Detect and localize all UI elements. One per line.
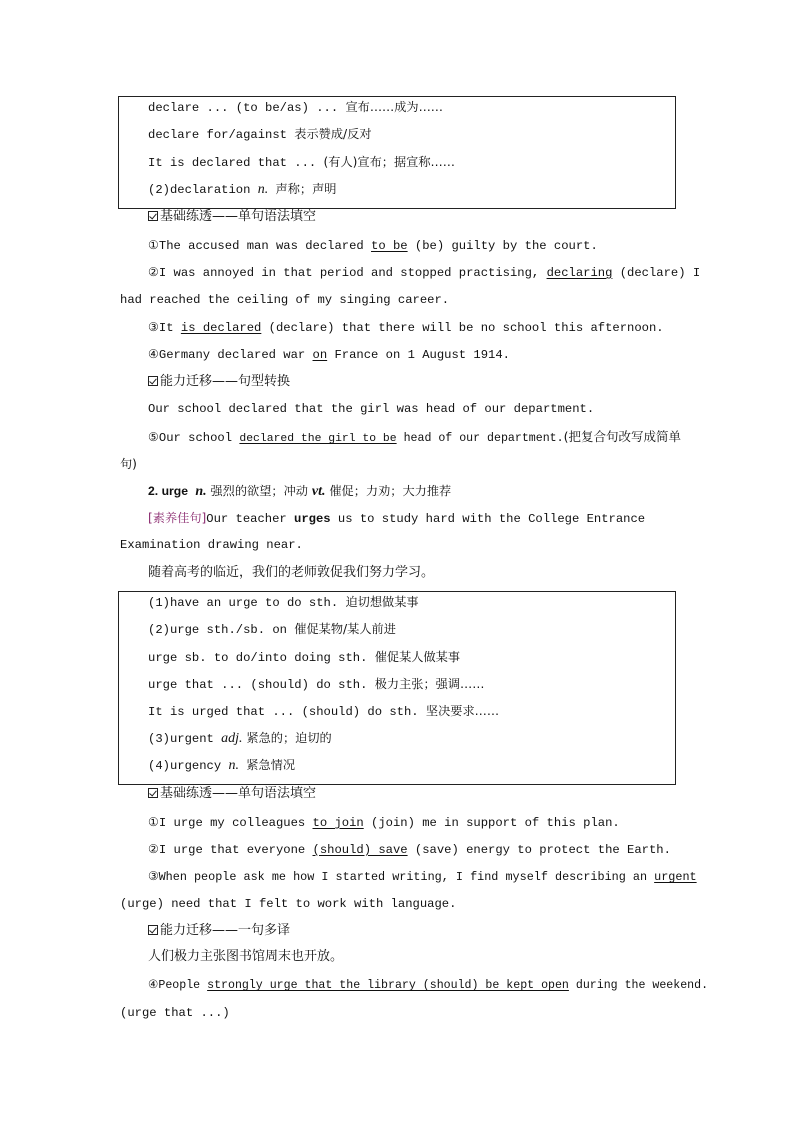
- answer: on: [312, 348, 328, 362]
- given-sentence: 人们极力主张图书馆周末也开放。: [148, 949, 344, 964]
- phrase-line: [148, 648, 460, 666]
- example-sentence: [148, 509, 645, 527]
- question-text: ④Germany declared war: [148, 348, 313, 362]
- part-of-speech: n.: [195, 484, 207, 499]
- answer: to be: [371, 239, 408, 253]
- question-text: France on 1 August 1914.: [327, 348, 510, 362]
- question: [148, 428, 681, 446]
- example-translation: 随着高考的临近，我们的老师敦促我们努力学习。: [148, 565, 435, 580]
- phrase-en: (2)urge sth./sb. on: [148, 623, 295, 637]
- exercise-heading: [148, 373, 290, 391]
- question: [148, 977, 708, 995]
- phrase-line: [148, 180, 336, 198]
- phrase-en: declare ... (to be/as) ...: [148, 101, 346, 115]
- phrase-en: urge sb. to do/into doing sth.: [148, 651, 375, 665]
- heading-title: 能力迁移: [160, 374, 213, 389]
- entry-number: 2.: [148, 484, 162, 498]
- question-text: ⑤Our school: [148, 431, 240, 445]
- question: [148, 346, 510, 364]
- phrase-line: [148, 593, 419, 611]
- question-text: ③It: [148, 321, 181, 335]
- exercise-heading: [148, 785, 316, 803]
- question: [148, 841, 671, 859]
- phrase-cn: 宣布……成为……: [345, 100, 443, 114]
- phrase-line: [148, 729, 332, 747]
- phrase-cn: (有人)宣布；据宣称……: [323, 155, 455, 169]
- phrase-cn: 迫切想做某事: [345, 595, 419, 609]
- phrase-en: (1)have an urge to do sth.: [148, 596, 346, 610]
- answer: (should) save: [312, 843, 408, 857]
- phrase-cn: 催促某人做某事: [374, 650, 461, 664]
- given-sentence: Our school declared that the girl was head of our department.: [148, 402, 595, 416]
- phrase-line: [148, 125, 372, 143]
- word-entry: [148, 482, 451, 500]
- heading-subtitle: ——单句语法填空: [212, 786, 317, 801]
- definition: 强烈的欲望；冲动: [206, 484, 312, 498]
- question-text: (declare) I: [612, 266, 701, 280]
- example-continuation: Examination drawing near.: [120, 538, 303, 552]
- heading-title: 基础练透: [160, 786, 213, 801]
- question-text: during the weekend.: [568, 979, 709, 992]
- definition: 催促；力劝；大力推荐: [325, 484, 452, 498]
- question-continuation: had reached the ceiling of my singing career.: [120, 293, 450, 307]
- exercise-heading: [148, 922, 290, 940]
- question-text: (be) guilty by the court.: [407, 239, 598, 253]
- question-continuation: (urge) need that I felt to work with language.: [120, 897, 457, 911]
- heading-title: 基础练透: [160, 209, 213, 224]
- instruction-note: (把复合句改写成简单: [563, 429, 681, 444]
- example-tag: [素养佳句]: [148, 511, 207, 525]
- phrase-cn: 紧急情况: [246, 758, 296, 772]
- phrase-cn: 催促某物/某人前进: [294, 622, 396, 636]
- question-text: head of our department.: [396, 432, 564, 445]
- phrase-cn: 坚决要求……: [425, 704, 500, 718]
- question-text: ②I urge that everyone: [148, 843, 313, 857]
- question-text: (join) me in support of this plan.: [363, 816, 620, 830]
- question-text: ①The accused man was declared: [148, 239, 372, 253]
- question-continuation: 句): [120, 457, 137, 471]
- question: [148, 237, 598, 255]
- heading-subtitle: ——句型转换: [212, 374, 291, 389]
- phrase-en: (4)urgency: [148, 759, 229, 773]
- answer: declared the girl to be: [239, 433, 397, 445]
- phrase-cn: 声称；声明: [275, 182, 337, 196]
- phrase-cn: 极力主张；强调……: [374, 677, 485, 691]
- heading-subtitle: ——一句多译: [212, 923, 291, 938]
- question: [148, 319, 664, 337]
- example-text: Our teacher: [206, 512, 295, 526]
- exercise-heading: [148, 208, 316, 226]
- question-text: ④People: [148, 979, 208, 992]
- heading-subtitle: ——单句语法填空: [212, 209, 317, 224]
- phrase-en: It is declared that ...: [148, 156, 324, 170]
- question: [148, 868, 697, 886]
- checkbox-icon: [148, 211, 158, 221]
- heading-title: 能力迁移: [160, 923, 213, 938]
- question-text: ①I urge my colleagues: [148, 816, 313, 830]
- phrase-line: [148, 675, 484, 693]
- phrase-en: (3)urgent: [148, 732, 222, 746]
- part-of-speech: vt.: [311, 484, 326, 499]
- question: [148, 814, 620, 832]
- phrase-en: urge that ... (should) do sth.: [148, 678, 375, 692]
- phrase-line: [148, 153, 455, 171]
- part-of-speech: adj.: [221, 731, 243, 746]
- phrase-en: declare for/against: [148, 128, 295, 142]
- checkbox-icon: [148, 925, 158, 935]
- phrase-line: [148, 98, 443, 116]
- example-text: us to study hard with the College Entrance: [330, 512, 646, 526]
- part-of-speech: n.: [228, 758, 239, 773]
- keyword: urges: [294, 512, 331, 526]
- answer: urgent: [654, 870, 697, 884]
- answer: strongly urge that the library (should) be kept open: [207, 979, 569, 992]
- checkbox-icon: [148, 376, 158, 386]
- question-text: ②I was annoyed in that period and stopped practising,: [148, 266, 547, 280]
- answer: to join: [312, 816, 364, 830]
- checkbox-icon: [148, 788, 158, 798]
- phrase-en: It is urged that ... (should) do sth.: [148, 705, 426, 719]
- answer: is declared: [180, 321, 262, 335]
- question-text: (declare) that there will be no school this afternoon.: [261, 321, 664, 335]
- phrase-cn: 表示赞成/反对: [294, 127, 372, 141]
- phrase-en: (2)declaration: [148, 183, 258, 197]
- phrase-line: [148, 756, 295, 774]
- question-text: (save) energy to protect the Earth.: [407, 843, 671, 857]
- question: [148, 264, 700, 282]
- phrase-cn: 紧急的；迫切的: [242, 731, 332, 745]
- phrase-line: [148, 702, 499, 720]
- phrase-line: [148, 620, 396, 638]
- headword: urge: [161, 484, 188, 498]
- part-of-speech: n.: [257, 182, 269, 197]
- question-text: ③When people ask me how I started writing, I find myself describing an: [148, 870, 655, 884]
- answer: declaring: [546, 266, 613, 280]
- question-continuation: (urge that ...): [120, 1006, 230, 1020]
